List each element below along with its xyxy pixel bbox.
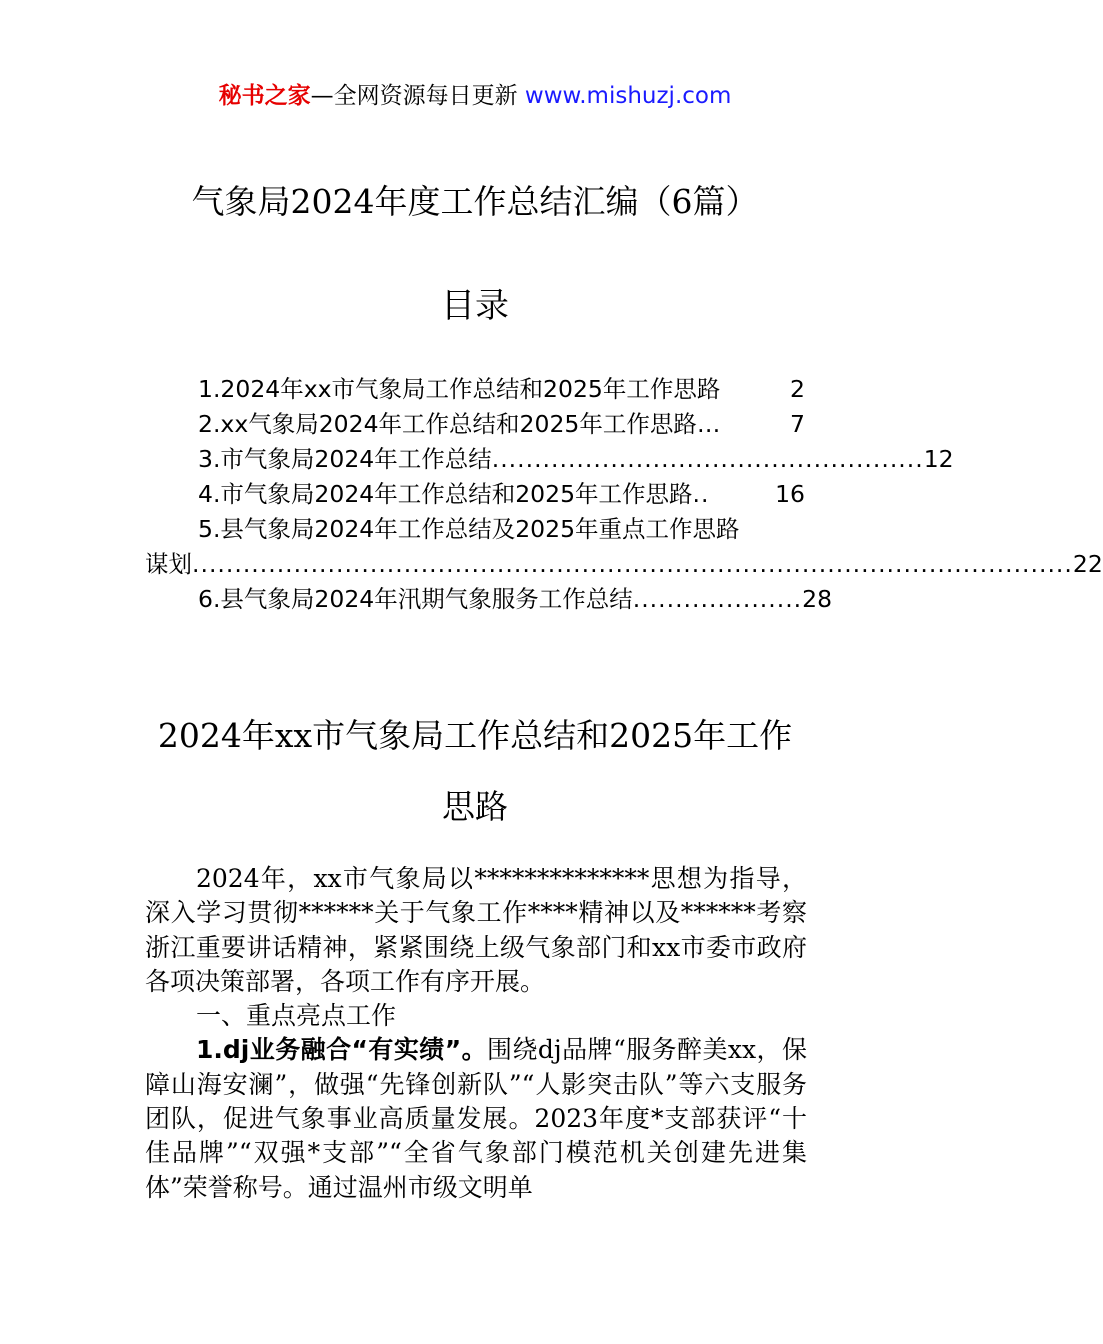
toc-entry-text: 5.县气象局2024年工作总结及2025年重点工作思路 xyxy=(198,515,740,543)
body-paragraph-point xyxy=(145,1033,807,1204)
document-title: 气象局2024年度工作总结汇编（6篇） xyxy=(191,182,759,221)
toc-entry-leader: .................... xyxy=(632,585,803,613)
site-brand: 秘书之家 xyxy=(218,83,311,109)
point-text: 围绕dj品牌“服务醉美xx，保障山海安澜”，做强“先锋创新队”“人影突击队”等六支服务团队，促进气象事业高质量发展。2023年度*支部获评“十佳品牌”“双强*支部”“全省气象部门模范机关创建先进集体”荣誉称号。通过温州市级文明单 xyxy=(145,1035,807,1202)
toc-entry-leader: .. xyxy=(692,480,710,508)
toc-entry-text: 1.2024年xx市气象局工作总结和2025年工作思路 xyxy=(198,375,721,403)
toc-entry-text: 4.市气象局2024年工作总结和2025年工作思路 xyxy=(198,480,693,508)
site-slogan: —全网资源每日更新 xyxy=(310,83,518,109)
section-body xyxy=(145,862,807,1205)
toc-entry-text: 谋划 xyxy=(145,550,192,578)
toc-entry-page: 12 xyxy=(923,445,954,473)
toc-entry-leader: … xyxy=(696,410,722,438)
table-of-contents xyxy=(145,372,1103,617)
toc-entry-text: 3.市气象局2024年工作总结 xyxy=(198,445,492,473)
toc-entry-5[interactable] xyxy=(145,512,805,547)
toc-heading: 目录 xyxy=(441,286,509,326)
section-title: 2024年xx市气象局工作总结和2025年工作思路 xyxy=(157,716,793,826)
toc-entry-3[interactable] xyxy=(145,442,954,477)
toc-entry-4[interactable] xyxy=(145,477,805,512)
toc-entry-page: 28 xyxy=(802,585,833,613)
section-subheading: 一、重点亮点工作 xyxy=(196,1001,397,1031)
site-header-banner xyxy=(0,80,950,112)
toc-entry-page: 2 xyxy=(790,375,805,403)
toc-entry-page: 16 xyxy=(775,480,805,508)
toc-entry-2[interactable] xyxy=(145,407,805,442)
point-lead: 1.dj业务融合“有实绩”。 xyxy=(196,1035,488,1065)
site-url-link[interactable]: www.mishuzj.com xyxy=(524,83,732,109)
toc-entry-page: 22 xyxy=(1072,550,1103,578)
toc-entry-text: 6.县气象局2024年汛期气象服务工作总结 xyxy=(198,585,633,613)
toc-entry-page: 7 xyxy=(790,410,805,438)
body-paragraph: 2024年，xx市气象局以**************思想为指导，深入学习贯彻******关于气象工作****精神以及******考察浙江重要讲话精神，紧紧围绕上级气象部门和xx市委市政府各项决策部署，各项工作有序开展。 xyxy=(145,864,807,996)
toc-entry-leader: ........................................................................................................ xyxy=(192,550,1073,578)
toc-entry-1[interactable] xyxy=(145,372,805,407)
toc-entry-leader: ................................................... xyxy=(491,445,924,473)
toc-entry-5-continued[interactable] xyxy=(145,547,1103,582)
toc-entry-6[interactable] xyxy=(145,582,833,617)
toc-entry-text: 2.xx气象局2024年工作总结和2025年工作思路 xyxy=(198,410,697,438)
